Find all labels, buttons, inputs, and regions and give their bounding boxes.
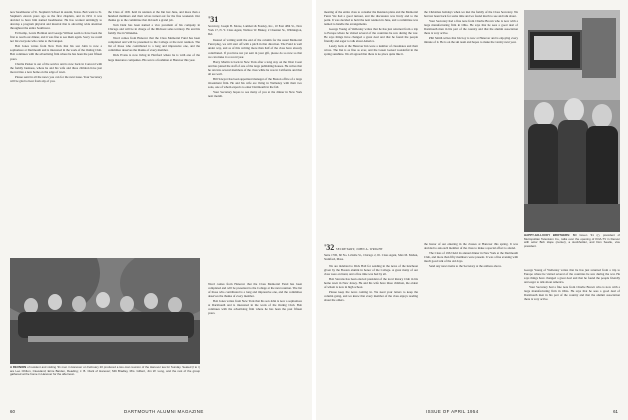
right-column-1-lower — [324, 242, 418, 400]
left-col3-para: Instead of writing until the end of the column for the usual Memorial Fund plug, we will start off with a pitch in that direction. The Fund is well under way, and as of this writing more than half of the class have already contributed. If you have not yet sent in your gift, please do so now so that we can make it a record year. — [208, 38, 302, 59]
television-photo-caption — [524, 234, 620, 264]
issue-footer: ISSUE OF APRIL 1954 — [426, 409, 479, 414]
left-column-3 — [208, 14, 302, 278]
page-number-right: 61 — [613, 409, 618, 414]
right-col1-lower-para: Bob Stevens has been elected president of the local Rotary Club in his home town in New Jersey. He and his wife have three children, the oldest of whom is now in high school. — [324, 276, 418, 289]
magazine-footer: DARTMOUTH ALUMNI MAGAZINE — [124, 409, 204, 414]
tv-caption-text: Bill Green '31 (r), president of Metropolitan Television Co., talks over the opening of KOA-TV in Denver with actor Bob Hope (center), a stockholder, and Don Searle, vice president. — [524, 233, 620, 249]
left-page — [0, 0, 312, 420]
class-heading-32 — [324, 244, 418, 253]
reunion-group-photo — [10, 258, 200, 364]
right-col1-lower-para: We are indebted to Dick Hall for sending in the news of the luncheon given by the Boston alumni in honor of the College. A great many of our class were on hand, and a fine time was had by all. — [324, 263, 418, 276]
left-col1-para: Please send in all the news you can for the next issue. Your Secretary will be glad to hear from any of you. — [10, 74, 102, 83]
left-column-1 — [10, 10, 102, 253]
right-col3-lower-para: Your Secretary had a fine note from Charlie Brown who is now with a large manufacturing firm in Ohio. He says that he sees a good deal of Dartmouth men in his part of the country and that the alumni association there is very active. — [524, 285, 620, 302]
class-heading-31: '31 — [208, 15, 219, 24]
right-column-2-lower — [424, 242, 518, 400]
right-column-1 — [324, 10, 418, 238]
left-col3-para: Your Secretary hopes to see many of you at the dinner in New York next month. — [208, 89, 302, 98]
class-32-address: Suite 1700, 60 No. LaSalle St., Chicago 2, Ill. Class Agent, Max M. Mahan, Stamford, Mass. — [324, 253, 418, 261]
left-col3-para: Bill Sawyer has been appointed manager of the Boston office of a large investment firm. He and his wife are living in Wellesley with their two sons, one of whom expects to enter Dartmouth in the fall. — [208, 76, 302, 89]
reunion-caption-lead: A REUNION — [10, 365, 27, 369]
left-col1-para: Bob Jones writes from New York that his son John is now a sophomore at Dartmouth and is interested in the work of the Outing Club. Bob continues with the advertising firm where he has been the past fifteen years. — [10, 44, 102, 61]
class-32-number: '32 — [324, 243, 335, 252]
right-col1-para: meeting of the entire class to consider the Reunion plans and the Memorial Fund. We had a good turnout, and the discussion was lively and to the point. It was decided to hold the next reunion in June, and a committee was named to handle the arrangements. — [324, 10, 418, 27]
page-number-left: 60 — [10, 409, 15, 414]
left-col1-para: now headmaster of St. Stephen's School in Austin, Texas. Bob went to St. Stephen's eleven years ago as the first chaplain, and in 1951 it was decided to have him named headmaster. He has worked untiringly to develop a program physical and musical that is attracting wide attention throughout the entire Southwest. — [10, 10, 102, 31]
reunion-caption-text: of resident and visiting '31 men in Hanover on February 20 produced a two-man reunion of the Hanover tea for Sunday. Seated (l to r) are Leo Chilton, Cleveland; Ernie Barden, Reading; J. B. Clark of Hanover; Milt Bradley, Mrs. Gilbert, Jim W. Long, and the rest of the group gathered at the home in Hanover for the afternoon. — [10, 365, 200, 377]
left-col2-para: the Class of 1931 held its reunion at the Inn last June, and more than a hundred members and their wives turned out for the fine weekend. Our thanks go to the committee that did such a grand job. — [108, 10, 200, 23]
left-col3-para: Harry Martin is back in New York after a long stay on the West Coast and has joined the staff of one of the large publishing houses. He writes that he ran into several members of the class while he was in California and that all are well. — [208, 59, 302, 76]
right-page — [316, 0, 628, 420]
right-col1-para: Lately back at the Hanover Inn were a number of classmates and their wives. The Inn is as fine as ever, and the Green looked wonderful in the spring sunshine. We all agreed that there is no place quite like it. — [324, 44, 418, 57]
right-col2-para: Your Secretary had a fine note from Charlie Brown who is now with a large manufacturing firm in Ohio. He says that he sees a good deal of Dartmouth men in his part of the country and that the alumni association there is very active. — [424, 19, 518, 36]
right-col1-lower-para: Please keep the news coming in. We need your letters to keep the column going, and we know that every member of the class enjoys reading about the others. — [324, 289, 418, 302]
left-col2-para: Tom Dent has been named a vice president of his company in Chicago and will be in charge of the Midwest sales territory. He and his family live in Winnetka. — [108, 23, 200, 36]
reunion-photo-caption — [10, 366, 200, 400]
left-column-3-continued — [208, 282, 302, 400]
left-col3-cont-para: Word comes from Hanover that the Class Memorial Fund has been completed and will be presented to the College at the next reunion. The list of those who contributed is a long and impressive one, and the committee deserves the thanks of every member. — [208, 282, 302, 299]
right-col2-lower-para: the honor of our entering in the classes at Hanover this spring. It was decided to ask each member of the class to make a special effort to attend. — [424, 242, 518, 251]
left-col1-para: Charlie Parker is out of the service and is now back in Concord with the family business, where he and his wife and three children have just moved into a new home on the edge of town. — [10, 61, 102, 74]
left-col2-para: Word comes from Hanover that the Class Memorial Fund has been completed and will be presented to the College at the next reunion. The list of those who contributed is a long and impressive one, and the committee deserves the thanks of every member. — [108, 36, 200, 53]
left-col2-para: Dick Evans is now living in Hartford where he is with one of the large insurance companies. His son is a freshman at Hanover this year. — [108, 53, 200, 62]
right-col3-lower-para: George Young of Wellesley writes that he has just returned from a trip to Europe where he visited several of the countries he saw during the war. He says things have changed a great deal and that he found the people friendly and eager to talk about America. — [524, 268, 620, 285]
right-column-3-lower — [524, 268, 620, 400]
right-col2-lower-para: The Class of 1932 held its annual dinner in New York at the Dartmouth Club, and more than fifty members were present. It was a fine evening with much good talk of the old days. — [424, 251, 518, 264]
right-col2-para: the Christmas holidays when we met the family of the Class Secretary. We had not been back for some time and we found much to see and talk about. — [424, 10, 518, 19]
left-col1-para: Ed Kemp, Lewis Holman and George Willson seem to have been the first to reach our dinner, and it was fine to see them again. Sorry we could not list everyone who came to the banquet. — [10, 31, 102, 44]
television-station-photo — [524, 10, 620, 232]
right-col2-lower-para: Send any news items to the Secretary at the address above. — [429, 264, 502, 269]
left-col3-cont-para: Bob Jones writes from New York that his son John is now a sophomore at Dartmouth and is interested in the work of the Outing Club. Bob continues with the advertising firm where he has been the past fifteen years. — [208, 299, 302, 316]
tv-caption-lead: HAPPY-GO-LUCKY BROTHERS: — [524, 233, 571, 237]
class-31-secretary: Secretary, Joseph B. Morse, Lambert & Feasley, Inc., 10 East 48th St., New York 17, N. Y. Class Agent, Wallace W. Blakey, 2 Chestnut St., Wilmington, Del. — [208, 24, 302, 36]
right-col1-para: George Young of Wellesley writes that he has just returned from a trip to Europe where he visited several of the countries he saw during the war. He says things have changed a great deal and that he found the people friendly and eager to talk about America. — [324, 27, 418, 44]
right-column-2 — [424, 10, 518, 238]
left-column-2 — [108, 10, 200, 253]
right-col2-para: Phil Smith writes that his boy is now at Hanover and is enjoying every minute of it. He is on the ski team and hopes to make the varsity next year. — [424, 36, 518, 45]
class-32-secretary: SECRETARY, JOHN A. WRIGHT — [335, 247, 383, 251]
